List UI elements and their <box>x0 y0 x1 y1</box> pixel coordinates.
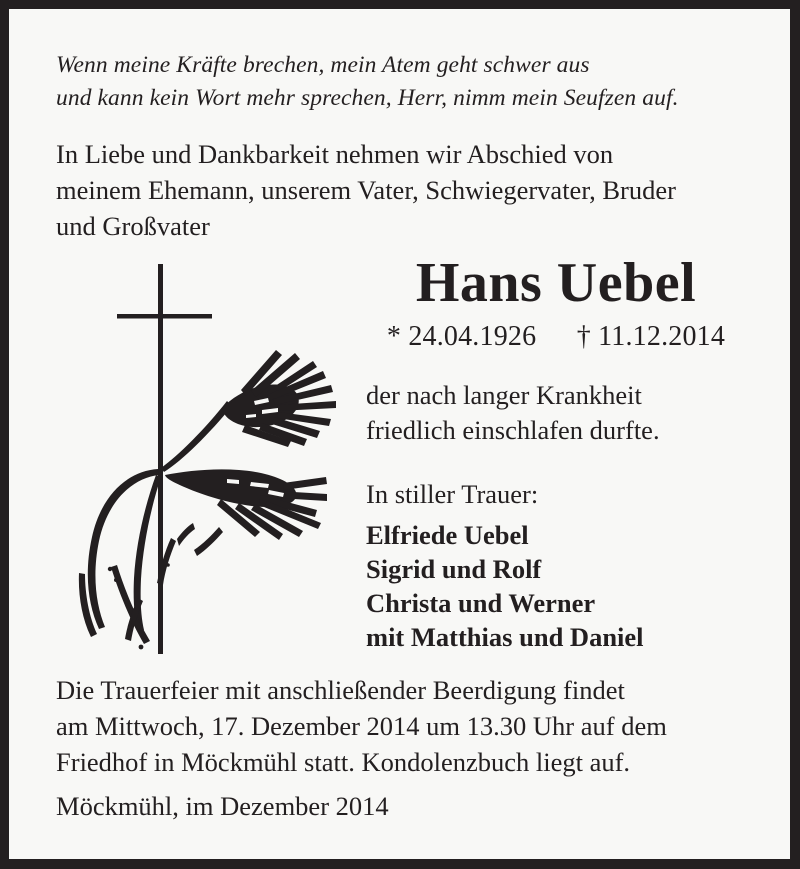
verse-line-1: Wenn meine Kräfte brechen, mein Atem geht schwer aus <box>56 52 590 78</box>
passing-line-2: friedlich einschlafen durfte. <box>366 415 660 445</box>
cross-with-wheat-ears-icon <box>55 249 355 659</box>
mourner-name: Sigrid und Rolf <box>366 554 542 584</box>
funeral-details <box>56 672 762 780</box>
death-symbol: † <box>576 321 591 352</box>
birth-symbol: * <box>386 321 402 352</box>
passing-line-1: der nach langer Krankheit <box>366 380 642 410</box>
intro-paragraph <box>56 136 762 244</box>
birth-date: 24.04.1926 <box>408 321 537 352</box>
funeral-details-line-3: Friedhof in Möckmühl statt. Kondolenzbuch liegt auf. <box>56 747 631 777</box>
mourner-name: Elfriede Uebel <box>366 520 529 550</box>
mourning-label: In stiller Trauer: <box>366 479 539 509</box>
intro-line-2: meinem Ehemann, unserem Vater, Schwiegervater, Bruder <box>56 175 676 205</box>
mourners-list <box>366 518 756 654</box>
life-dates <box>356 320 756 354</box>
notice-paper <box>9 9 790 859</box>
verse-epigraph <box>56 49 756 115</box>
place-and-date: Möckmühl, im Dezember 2014 <box>56 791 389 821</box>
verse-line-2: und kann kein Wort mehr sprechen, Herr, nimm mein Seufzen auf. <box>56 85 679 111</box>
funeral-details-line-2: am Mittwoch, 17. Dezember 2014 um 13.30 Uhr auf dem <box>56 711 667 741</box>
mourner-name: Christa und Werner <box>366 588 596 618</box>
passing-text <box>366 378 756 448</box>
intro-line-3: und Großvater <box>56 211 210 241</box>
mourner-name: mit Matthias und Daniel <box>366 622 644 652</box>
funeral-details-line-1: Die Trauerfeier mit anschließender Beerdigung findet <box>56 675 625 705</box>
death-date: 11.12.2014 <box>598 321 726 352</box>
deceased-block <box>356 252 756 654</box>
intro-line-1: In Liebe und Dankbarkeit nehmen wir Abschied von <box>56 139 614 169</box>
deceased-name: Hans Uebel <box>415 252 697 314</box>
